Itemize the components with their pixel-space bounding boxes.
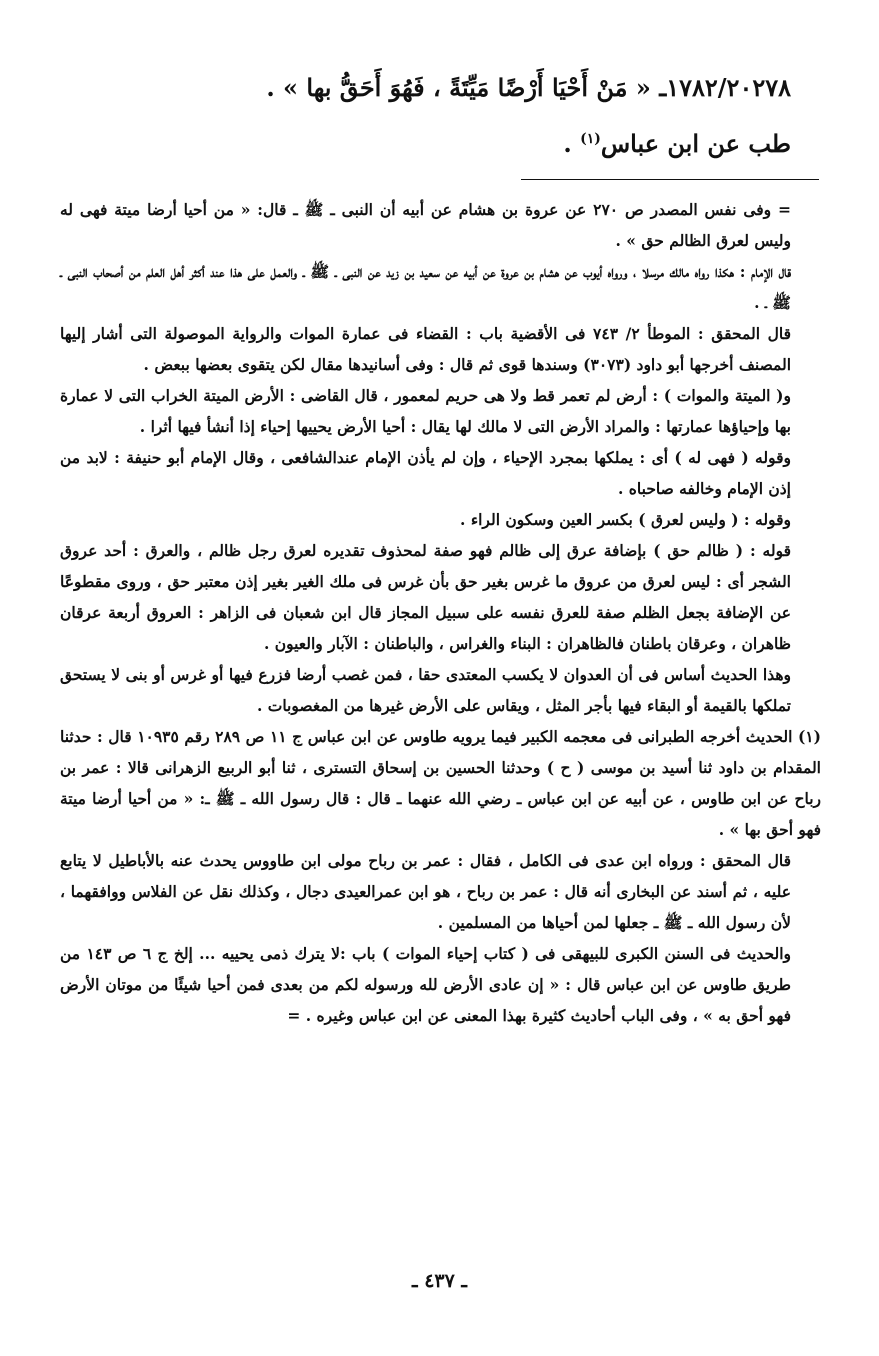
- hadith-source-end: .: [563, 129, 581, 158]
- note-paragraph: قال المحقق : الموطأ ٢/ ٧٤٣ فى الأقضية باب : القضاء فى عمارة الموات والرواية الموصولة التى أشار إليها المصنف أخرجها أبو داود (٣٠٧٣) وسندها قوى ثم قال : وفى أسانيدها مقال لكن يتقوى بعضها ببعض .: [60, 324, 792, 374]
- note-paragraph: و( الميتة والموات ) : أرض لم تعمر قط ولا هى حريم لمعمور ، قال القاضى : الأرض الميتة الخراب التى لا عمارة بها وإحياؤها عمارتها : والمراد الأرض التى لا مالك لها يقال : أحيا الأرض يحييها إحياء إذا أنشأ فيها أثرا .: [60, 386, 791, 436]
- footnote-divider: [521, 179, 819, 180]
- footnote-paragraph: قال المحقق : ورواه ابن عدى فى الكامل ، فقال : عمر بن رباح مولى ابن طاووس يحدث عنه بالأباطيل لا يتابع عليه ، ثم أسند عن البخارى أنه قال : عمر بن رباح ، هو ابن عمرالعيدى دجال ، وكذلك نقل عن الفلاس ووافقهما ، لأن رسول الله ـ ﷺ ـ جعلها لمن أحياها من المسلمين .: [60, 851, 791, 932]
- note-paragraph: = وفى نفس المصدر ص ٢٧٠ عن عروة بن هشام عن أبيه أن النبى ـ ﷺ ـ قال: « من أحيا أرضا ميتة فهى له وليس لعرق الظالم حق » .: [60, 200, 791, 250]
- commentary-notes: [60, 194, 821, 1031]
- footnote-paragraph: والحديث فى السنن الكبرى للبيهقى فى ( كتاب إحياء الموات ) باب :لا يترك ذمى يحييه ... إلخ ج ٦ ص ١٤٣ من طريق طاوس عن ابن عباس قال : « إن عادى الأرض لله ورسوله لكم من بعدى فمن أحيا شيئًا من موتان الأرض فهو أحق به » ، وفى الباب أحاديث كثيرة بهذا المعنى عن ابن عباس وغيره . =: [60, 944, 791, 1025]
- hadith-source: طب عن ابن عباس: [600, 129, 791, 158]
- hadith-line: ١٧٨٢/٢٠٢٧٨ـ « مَنْ أَحْيَا أَرْضًا مَيِّتَةً ، فَهُوَ أَحَقُّ بها » .: [266, 73, 791, 102]
- footnote-paragraph: (١) الحديث أخرجه الطبرانى فى معجمه الكبير فيما يرويه طاوس عن ابن عباس ج ١١ ص ٢٨٩ رقم ١٠٩٣٥ قال : حدثنا المقدام بن داود ثنا أسيد بن موسى ( ح ) وحدثنا الحسين بن إسحاق التسترى ، ثنا أبو الربيع الزهرانى قالا : عمر بن رباح عن ابن طاوس ، عن أبيه عن ابن عباس ـ رضي الله عنهما ـ قال : قال رسول الله ـ ﷺ ـ: « من أحيا أرضا ميتة فهو أحق بها » .: [60, 727, 821, 839]
- note-paragraph: وقوله : ( وليس لعرق ) بكسر العين وسكون الراء .: [460, 510, 791, 529]
- note-paragraph: وقوله ( فهى له ) أى : يملكها بمجرد الإحياء ، وإن لم يأذن الإمام عندالشافعى ، وقال الإمام أبو حنيفة : لابد من إذن الإمام وخالفه صاحباه .: [60, 448, 791, 498]
- note-paragraph: قوله : ( ظالم حق ) بإضافة عرق إلى ظالم فهو صفة لمحذوف تقديره لعرق رجل ظالم ، والعرق : أحد عروق الشجر أى : ليس لعرق من عروق ما غرس بغير حق بأن غرس فى ملك الغير بغير إذن معتبر حق ، وروى مقطوعًا عن الإضافة بجعل الظلم صفة للعرق نفسه على سبيل المجاز قال ابن شعبان فى الزاهر : العروق أربعة عرقان ظاهران ، وعرقان باطنان فالظاهران : البناء والغراس ، والباطنان : الآبار والعيون .: [60, 541, 791, 653]
- hadith-source-line: [60, 116, 791, 172]
- note-paragraph: وهذا الحديث أساس فى أن العدوان لا يكسب المعتدى حقا ، فمن غصب أرضا فزرع فيها أو غرس أو بنى لا يستحق تملكها بالقيمة أو البقاء فيها بأجر المثل ، ويقاس على الأرض غيرها من المغصوبات .: [60, 665, 791, 715]
- note-paragraph: قال الإمام : هكذا رواه مالك مرسلا ، ورواه أيوب عن هشام بن عروة عن أبيه عن سعيد بن زيد عن النبى ـ ﷺ ـ والعمل على هذا عند أكثر أهل العلم من أصحاب النبى ـ ﷺ ـ .: [60, 262, 791, 312]
- hadith-text: [60, 60, 791, 172]
- page-number: ـ ٤٣٧ ـ: [412, 1270, 467, 1292]
- footnote-reference[interactable]: (١): [580, 131, 601, 147]
